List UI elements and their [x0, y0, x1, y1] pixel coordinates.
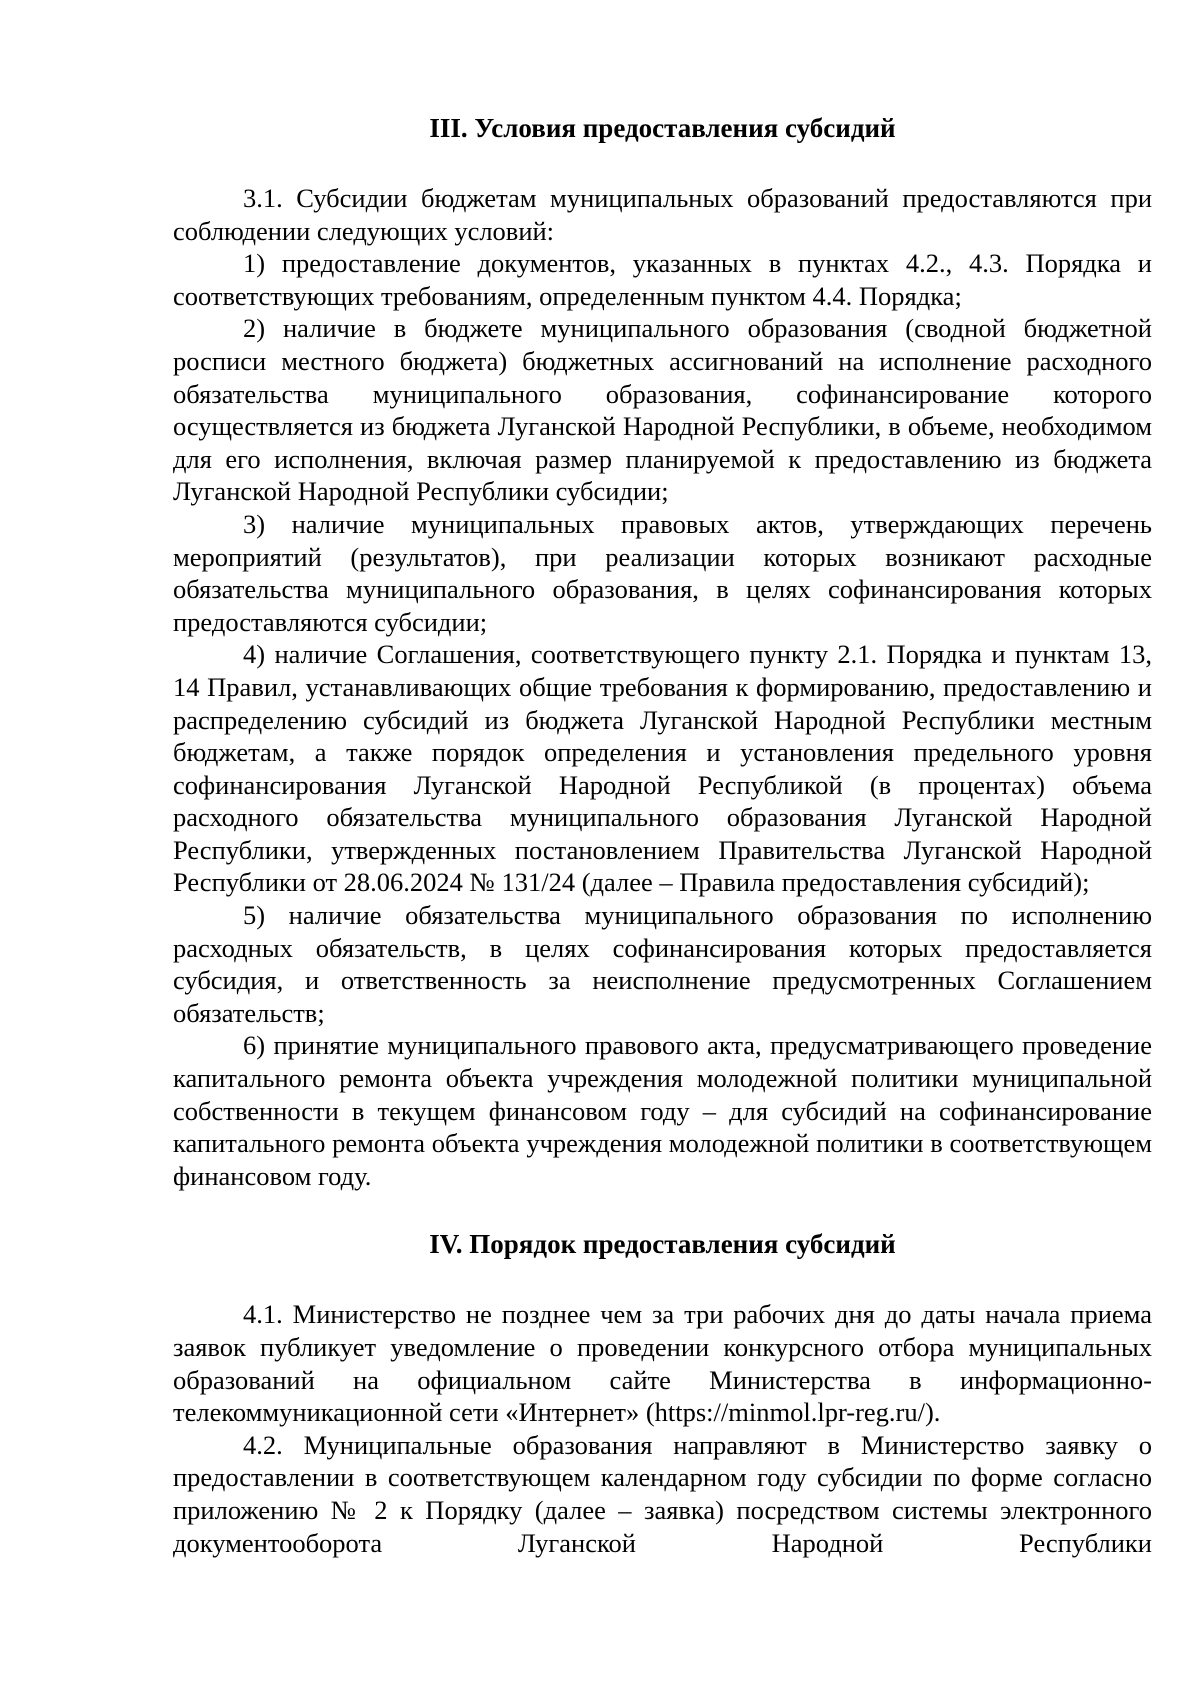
- paragraph-3-1-item-3: 3) наличие муниципальных правовых актов, утверждающих перечень мероприятий (результатов), при реализации которых возникают расходные обязательства муниципального образования, в целях софинансирования которых предоставляются субсидии;: [173, 508, 1152, 637]
- paragraph-4-1: 4.1. Министерство не позднее чем за три рабочих дня до даты начала приема заявок публикует уведомление о проведении конкурсного отбора муниципальных образований на официальном сайте Министерства в информационно-телекоммуникационной сети «Интернет» (https://minmol.lpr-reg.ru/).: [173, 1299, 1152, 1428]
- section-3-body: [173, 182, 1152, 1192]
- paragraph-3-1: 3.1. Субсидии бюджетам муниципальных образований предоставляются при соблюдении следующих условий:: [173, 183, 1152, 246]
- section-3-heading: III. Условия предоставления субсидий: [429, 113, 896, 143]
- document-body: [173, 112, 1152, 1559]
- paragraph-3-1-item-6: 6) принятие муниципального правового акта, предусматривающего проведение капитального ремонта объекта учреждения молодежной политики муниципальной собственности в текущем финансовом году – для субсидий на софинансирование капитального ремонта объекта учреждения молодежной политики в соответствующем финансовом году.: [173, 1030, 1152, 1191]
- paragraph-3-1-item-1: 1) предоставление документов, указанных в пунктах 4.2., 4.3. Порядка и соответствующих требованиям, определенным пунктом 4.4. Порядка;: [173, 248, 1152, 311]
- paragraph-4-2: 4.2. Муниципальные образования направляют в Министерство заявку о предоставлении в соответствующем календарном году субсидии по форме согласно приложению № 2 к Порядку (далее – заявка) посредством системы электронного документооборота Луганской Народной Республики: [173, 1429, 1152, 1558]
- section-4-body: [173, 1298, 1152, 1559]
- paragraph-3-1-item-4: 4) наличие Соглашения, соответствующего пункту 2.1. Порядка и пунктам 13, 14 Правил, устанавливающих общие требования к формированию, предоставлению и распределению субсидий из бюджета Луганской Народной Республики местным бюджетам, а также порядок определения и установления предельного уровня софинансирования Луганской Народной Республикой (в процентах) объема расходного обязательства муниципального образования Луганской Народной Республики, утвержденных постановлением Правительства Луганской Народной Республики от 28.06.2024 № 131/24 (далее – Правила предоставления субсидий);: [173, 639, 1152, 898]
- paragraph-3-1-item-2: 2) наличие в бюджете муниципального образования (сводной бюджетной росписи местного бюджета) бюджетных ассигнований на исполнение расходного обязательства муниципального образования, софинансирование которого осуществляется из бюджета Луганской Народной Республики, в объеме, необходимом для его исполнения, включая размер планируемой к предоставлению из бюджета Луганской Народной Республики субсидии;: [173, 313, 1152, 507]
- paragraph-3-1-item-5: 5) наличие обязательства муниципального образования по исполнению расходных обязательств, в целях софинансирования которых предоставляется субсидия, и ответственность за неисполнение предусмотренных Соглашением обязательств;: [173, 900, 1152, 1028]
- section-4-heading: IV. Порядок предоставления субсидий: [429, 1229, 896, 1260]
